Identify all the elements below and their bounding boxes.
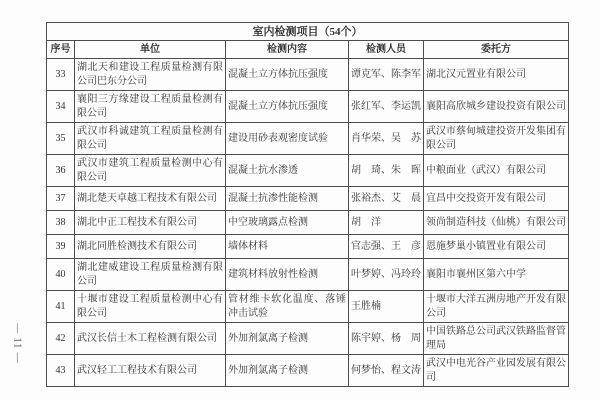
personnel-cell: 肖华荣、吴 苏 [349, 123, 424, 155]
content-cell: 中空玻璃露点检测 [226, 211, 349, 235]
unit-cell: 湖北建威建设工程质量检测有限公司 [75, 259, 226, 291]
table-body [47, 59, 569, 387]
client-cell: 十堰市大洋五洲房地产开发有限公司 [424, 291, 569, 323]
table-row [47, 323, 569, 355]
row-number-cell: 35 [47, 123, 75, 155]
column-header-personnel: 检测人员 [349, 41, 424, 59]
table-row [47, 211, 569, 235]
client-cell: 襄阳市襄州区第六中学 [424, 259, 569, 291]
row-number-cell: 39 [47, 235, 75, 259]
table-row [47, 355, 569, 387]
unit-cell: 湖北天和建设工程质量检测有限公司巴东分公司 [75, 59, 226, 91]
content-cell: 管材维卡软化温度、落锤冲击试验 [226, 291, 349, 323]
content-cell: 墙体材料 [226, 235, 349, 259]
column-header-no: 序号 [47, 41, 75, 59]
table-row [47, 59, 569, 91]
personnel-cell: 胡 琦、朱 晖 [349, 155, 424, 187]
content-cell: 混凝土立方体抗压强度 [226, 59, 349, 91]
table-row [47, 291, 569, 323]
row-number-cell: 38 [47, 211, 75, 235]
client-cell: 中粮面业（武汉）有限公司 [424, 155, 569, 187]
table-row [47, 91, 569, 123]
table-row [47, 123, 569, 155]
personnel-cell: 陈宇婷、杨 周 [349, 323, 424, 355]
personnel-cell: 叶梦婷、冯玲玲 [349, 259, 424, 291]
row-number-cell: 42 [47, 323, 75, 355]
row-number-cell: 34 [47, 91, 75, 123]
personnel-cell: 谭克军、陈李军 [349, 59, 424, 91]
unit-cell: 襄阳三方缘建设工程质量检测有限公司 [75, 91, 226, 123]
personnel-cell: 何梦怡、程文涛 [349, 355, 424, 387]
row-number-cell: 37 [47, 187, 75, 211]
row-number-cell: 43 [47, 355, 75, 387]
client-cell: 中国铁路总公司武汉铁路监督管理局 [424, 323, 569, 355]
unit-cell: 十堰市建设工程质量检测中心有限公司 [75, 291, 226, 323]
content-cell: 混凝土立方体抗压强度 [226, 91, 349, 123]
row-number-cell: 41 [47, 291, 75, 323]
client-cell: 恩施梦巢小镇置业有限公司 [424, 235, 569, 259]
column-header-client: 委托方 [424, 41, 569, 59]
column-header-unit: 单位 [75, 41, 226, 59]
header-row [47, 41, 569, 59]
client-cell: 武汉中电光谷产业园发展有限公司 [424, 355, 569, 387]
row-number-cell: 40 [47, 259, 75, 291]
content-cell: 外加剂氯离子检测 [226, 355, 349, 387]
inspection-projects-table [46, 22, 569, 387]
table-row [47, 155, 569, 187]
content-cell: 混凝土抗水渗透 [226, 155, 349, 187]
content-cell: 建筑材料放射性检测 [226, 259, 349, 291]
content-cell: 建设用砂表观密度试验 [226, 123, 349, 155]
client-cell: 领尚制造科技（仙桃）有限公司 [424, 211, 569, 235]
column-header-content: 检测内容 [226, 41, 349, 59]
table-row [47, 259, 569, 291]
table-head [47, 23, 569, 59]
content-cell: 混凝土抗渗性能检测 [226, 187, 349, 211]
row-number-cell: 33 [47, 59, 75, 91]
client-cell: 宜昌中交投资开发有限公司 [424, 187, 569, 211]
personnel-cell: 胡 洋 [349, 211, 424, 235]
title-row [47, 23, 569, 41]
unit-cell: 湖北同胜检测技术有限公司 [75, 235, 226, 259]
personnel-cell: 张红军、李运凯 [349, 91, 424, 123]
table-title: 室内检测项目（54个） [47, 23, 569, 41]
client-cell: 武汉市蔡甸城建投资开发集团有限公司 [424, 123, 569, 155]
unit-cell: 武汉市科诚建筑工程质量检测有限公司 [75, 123, 226, 155]
unit-cell: 湖北中正工程技术有限公司 [75, 211, 226, 235]
row-number-cell: 36 [47, 155, 75, 187]
content-cell: 外加剂氯离子检测 [226, 323, 349, 355]
personnel-cell: 张裕杰、艾 晨 [349, 187, 424, 211]
client-cell: 襄阳高欣城乡建设投资有限公司 [424, 91, 569, 123]
unit-cell: 武汉长信土木工程检测有限公司 [75, 323, 226, 355]
unit-cell: 武汉市建筑工程质量检测中心有限公司 [75, 155, 226, 187]
unit-cell: 湖北楚天卓越工程技术有限公司 [75, 187, 226, 211]
personnel-cell: 王胜楠 [349, 291, 424, 323]
unit-cell: 武汉轻工工程技术有限公司 [75, 355, 226, 387]
client-cell: 湖北汉元置业有限公司 [424, 59, 569, 91]
table-row [47, 235, 569, 259]
personnel-cell: 官志强、王 彦 [349, 235, 424, 259]
page-number: — 11 — [11, 323, 23, 364]
table-row [47, 187, 569, 211]
